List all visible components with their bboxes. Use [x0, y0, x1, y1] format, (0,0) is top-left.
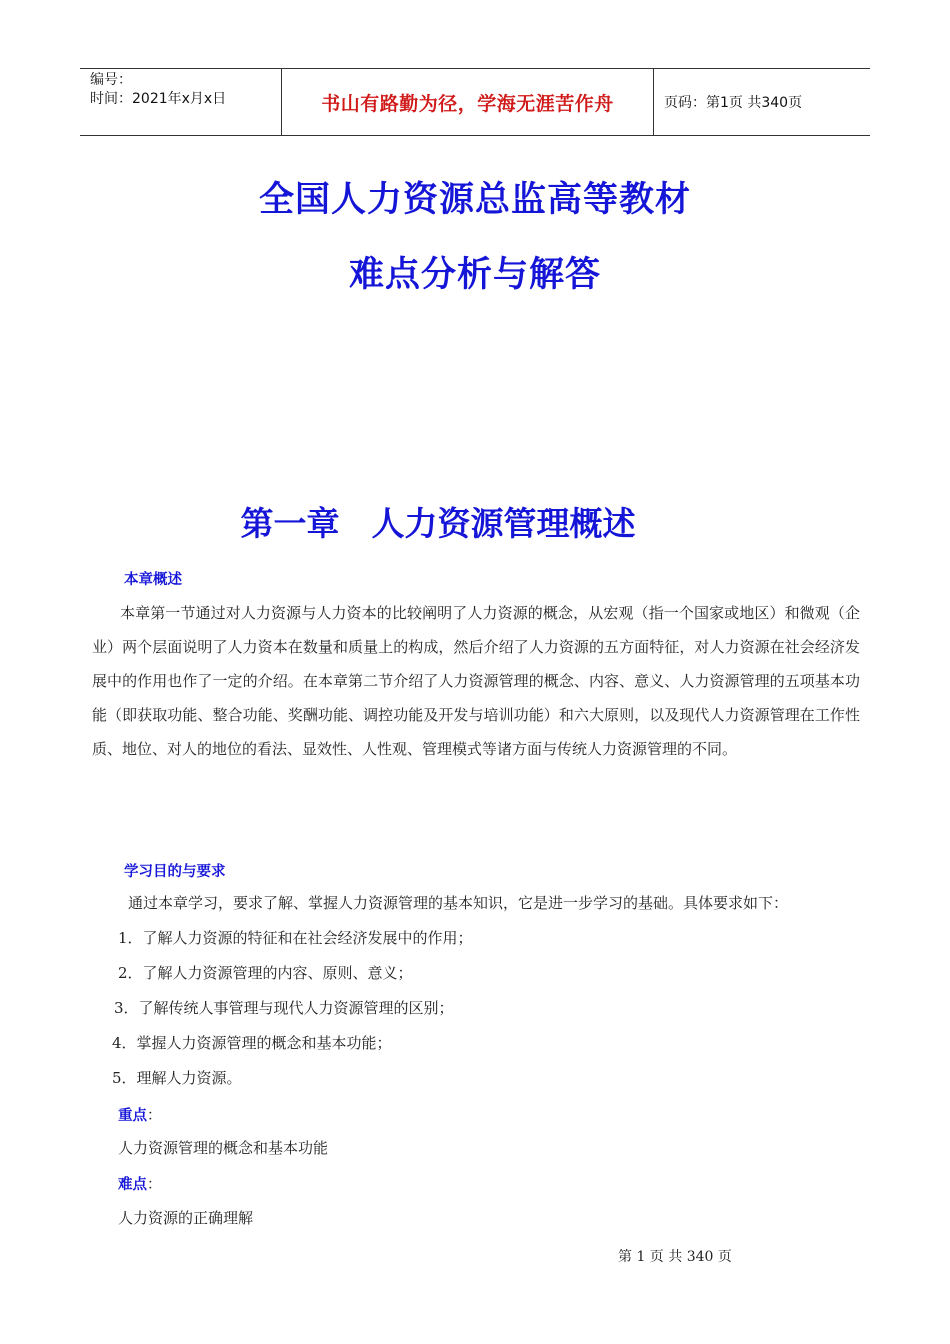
difficulties-label: 难点	[118, 1177, 147, 1193]
objective-item-5: 5．理解人力资源。	[112, 1069, 242, 1087]
key-points-text: 人力资源管理的概念和基本功能	[118, 1139, 329, 1157]
objective-item-2: 2．了解人力资源管理的内容、原则、意义；	[118, 964, 413, 982]
header-motto: 书山有路勤为径，学海无涯苦作舟	[282, 69, 654, 135]
key-points-heading	[118, 1104, 162, 1125]
difficulties-text: 人力资源的正确理解	[118, 1209, 254, 1227]
objectives-heading: 学习目的与要求	[124, 864, 226, 880]
document-title-line2: 难点分析与解答	[348, 255, 601, 295]
page-header	[80, 68, 870, 136]
header-page-info: 页码：第1页 共340页	[664, 95, 803, 111]
page-footer: 第 1 页 共 340 页	[618, 1249, 732, 1265]
key-points-colon: ：	[147, 1108, 162, 1124]
overview-paragraph: 本章第一节通过对人力资源与人力资本的比较阐明了人力资源的概念，从宏观（指一个国家或地区）和微观（企业）两个层面说明了人力资本在数量和质量上的构成，然后介绍了人力资源的五方面特征，对人力资源在社会经济发展中的作用也作了一定的介绍。在本章第二节介绍了人力资源管理的概念、内容、意义、人力资源管理的五项基本功能（即获取功能、整合功能、奖酬功能、调控功能及开发与培训功能）和六大原则，以及现代人力资源管理在工作性质、地位、对人的地位的看法、显效性、人性观、管理模式等诸方面与传统人力资源管理的不同。	[92, 604, 860, 758]
chapter-name: 人力资源管理概述	[371, 504, 636, 543]
header-number: 编号：	[90, 72, 132, 88]
objective-item-4: 4．掌握人力资源管理的概念和基本功能；	[112, 1034, 392, 1052]
objectives-intro: 通过本章学习，要求了解、掌握人力资源管理的基本知识，它是进一步学习的基础。具体要求如下：	[128, 894, 789, 912]
difficulties-colon: ：	[147, 1177, 162, 1193]
chapter-heading	[0, 498, 876, 545]
chapter-number: 第一章	[240, 504, 340, 543]
header-meta	[80, 69, 282, 135]
overview-heading: 本章概述	[124, 572, 182, 588]
key-points-label: 重点	[118, 1108, 147, 1124]
difficulties-heading	[118, 1173, 162, 1194]
document-title-line1: 全国人力资源总监高等教材	[258, 180, 691, 220]
header-time: 时间：2021年x月x日	[90, 91, 227, 107]
objective-item-3: 3．了解传统人事管理与现代人力资源管理的区别；	[114, 999, 454, 1017]
objective-item-1: 1．了解人力资源的特征和在社会经济发展中的作用；	[118, 929, 473, 947]
